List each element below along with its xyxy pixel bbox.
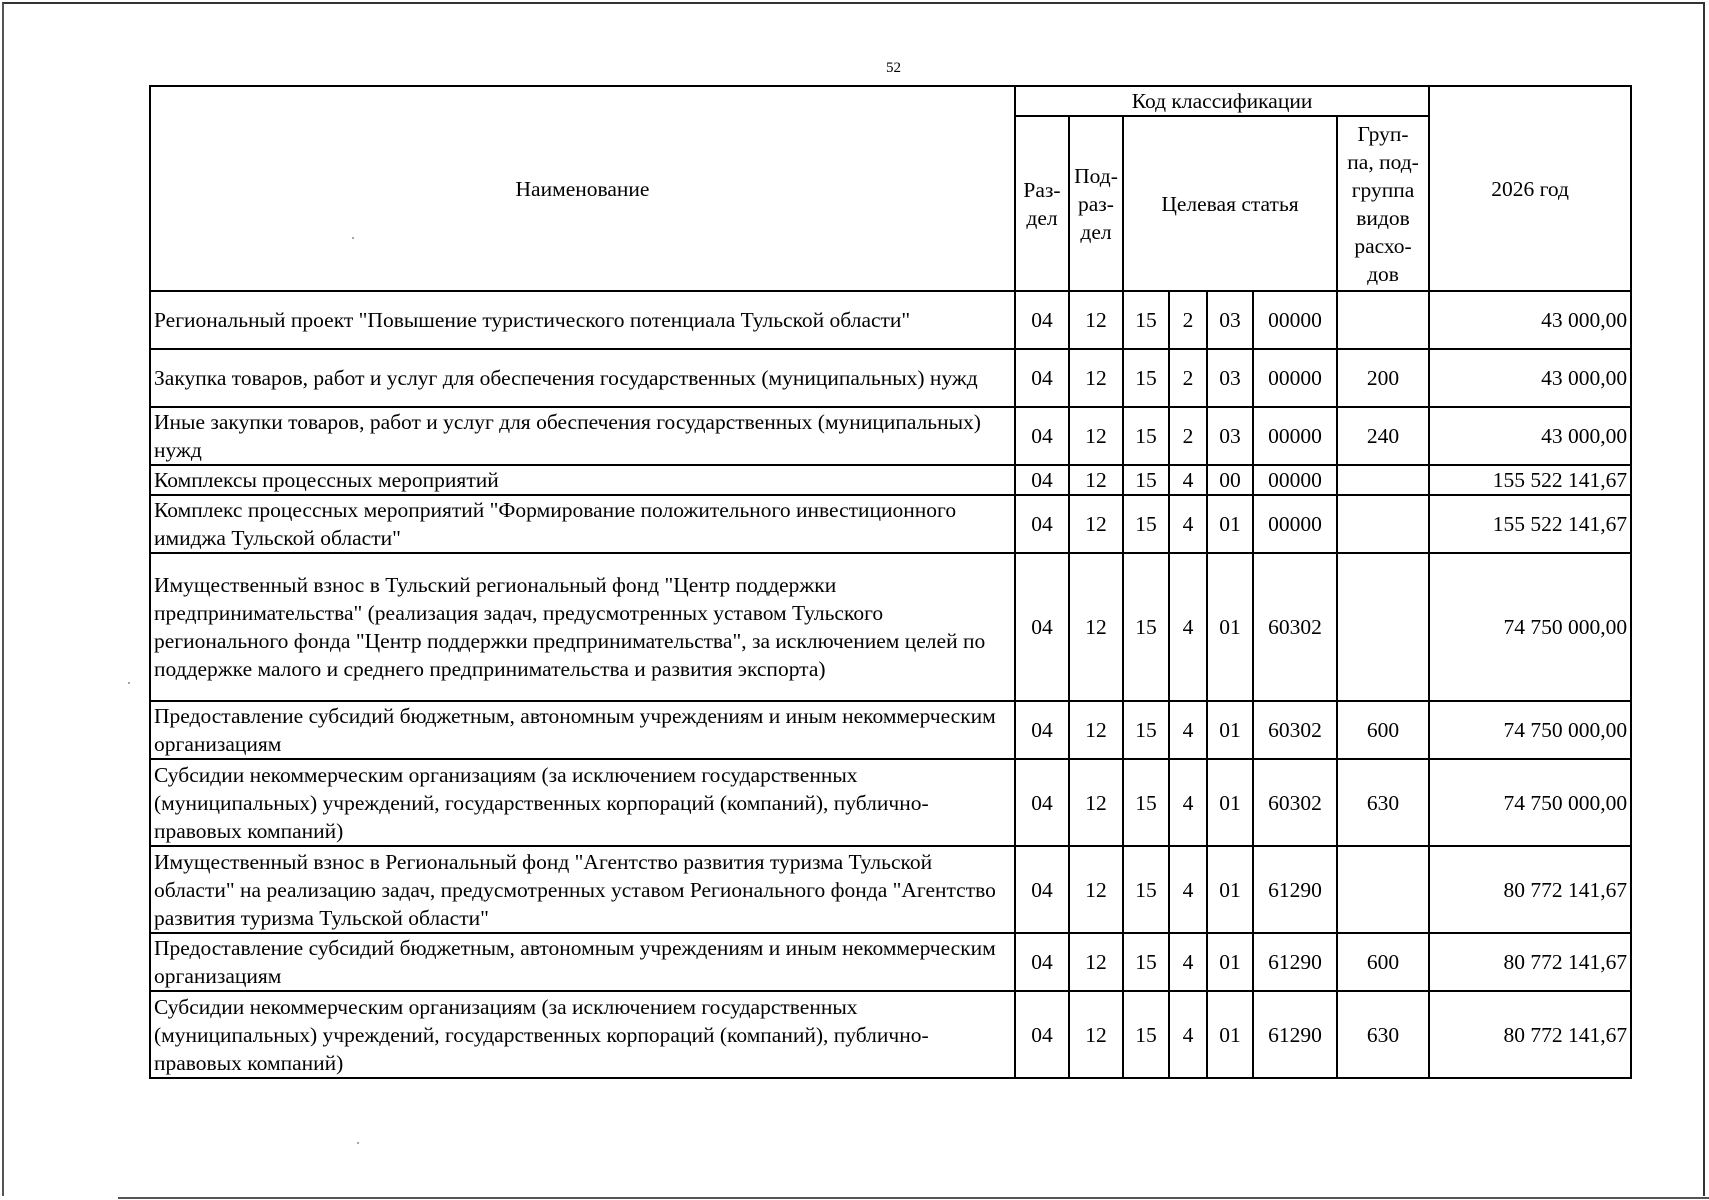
row-section: 04 [1015, 291, 1069, 349]
row-target-type: 2 [1169, 349, 1207, 407]
row-expense-group [1337, 495, 1429, 553]
row-expense-group: 600 [1337, 701, 1429, 759]
row-target-program: 15 [1123, 495, 1169, 553]
row-target-program: 15 [1123, 407, 1169, 465]
row-section: 04 [1015, 759, 1069, 846]
row-subsection: 12 [1069, 465, 1123, 495]
bottom-edge-line [118, 1197, 1709, 1199]
header-expense-group: Груп- па, под- группа видов расхо- дов [1337, 116, 1429, 291]
row-subsection: 12 [1069, 933, 1123, 991]
table-row [150, 553, 1631, 701]
header-subsection: Под- раз- дел [1069, 116, 1123, 291]
row-target-direction: 00000 [1253, 495, 1337, 553]
row-amount: 80 772 141,67 [1429, 933, 1631, 991]
row-target-type: 2 [1169, 407, 1207, 465]
row-subsection: 12 [1069, 495, 1123, 553]
row-name: Комплекс процессных мероприятий "Формирование положительного инвестиционного имиджа Тульской области" [150, 495, 1015, 553]
row-target-type: 4 [1169, 553, 1207, 701]
row-subsection: 12 [1069, 846, 1123, 933]
row-name: Субсидии некоммерческим организациям (за исключением государственных (муниципальных) учреждений, государственных корпораций (компаний), публично-правовых компаний) [150, 991, 1015, 1078]
row-section: 04 [1015, 846, 1069, 933]
row-target-program: 15 [1123, 291, 1169, 349]
row-target-type: 4 [1169, 933, 1207, 991]
row-name: Региональный проект "Повышение туристического потенциала Тульской области" [150, 291, 1015, 349]
row-subsection: 12 [1069, 991, 1123, 1078]
scan-speck [357, 1142, 359, 1144]
row-expense-group [1337, 553, 1429, 701]
table-row [150, 701, 1631, 759]
row-expense-group: 600 [1337, 933, 1429, 991]
header-section: Раз- дел [1015, 116, 1069, 291]
row-name: Иные закупки товаров, работ и услуг для обеспечения государственных (муниципальных) нужд [150, 407, 1015, 465]
row-section: 04 [1015, 933, 1069, 991]
row-section: 04 [1015, 465, 1069, 495]
row-name: Имущественный взнос в Региональный фонд "Агентство развития туризма Тульской области" на реализацию задач, предусмотренных уставом Регионального фонда "Агентство развития туризма Тульской области" [150, 846, 1015, 933]
row-target-direction: 60302 [1253, 553, 1337, 701]
table-row [150, 846, 1631, 933]
row-target-type: 4 [1169, 495, 1207, 553]
table-row [150, 933, 1631, 991]
row-name: Предоставление субсидий бюджетным, автономным учреждениям и иным некоммерческим организациям [150, 701, 1015, 759]
row-name: Субсидии некоммерческим организациям (за исключением государственных (муниципальных) учреждений, государственных корпораций (компаний), публично-правовых компаний) [150, 759, 1015, 846]
row-expense-group: 240 [1337, 407, 1429, 465]
row-subsection: 12 [1069, 407, 1123, 465]
row-target-element: 01 [1207, 701, 1253, 759]
page-number: 52 [886, 60, 901, 76]
row-target-type: 4 [1169, 701, 1207, 759]
table-header [150, 86, 1631, 291]
row-target-direction: 60302 [1253, 759, 1337, 846]
row-subsection: 12 [1069, 553, 1123, 701]
row-expense-group [1337, 291, 1429, 349]
row-target-program: 15 [1123, 759, 1169, 846]
row-subsection: 12 [1069, 759, 1123, 846]
row-name: Предоставление субсидий бюджетным, автономным учреждениям и иным некоммерческим организациям [150, 933, 1015, 991]
row-target-element: 01 [1207, 846, 1253, 933]
table-body [150, 291, 1631, 1078]
row-expense-group [1337, 465, 1429, 495]
row-target-type: 2 [1169, 291, 1207, 349]
row-target-type: 4 [1169, 846, 1207, 933]
row-target-program: 15 [1123, 349, 1169, 407]
scan-speck [128, 682, 130, 684]
row-section: 04 [1015, 701, 1069, 759]
table-row [150, 759, 1631, 846]
row-target-element: 01 [1207, 933, 1253, 991]
row-target-program: 15 [1123, 991, 1169, 1078]
budget-table [149, 85, 1632, 1079]
row-subsection: 12 [1069, 291, 1123, 349]
row-target-direction: 61290 [1253, 846, 1337, 933]
row-target-program: 15 [1123, 933, 1169, 991]
table-row [150, 465, 1631, 495]
row-target-element: 03 [1207, 291, 1253, 349]
row-target-program: 15 [1123, 846, 1169, 933]
row-target-direction: 61290 [1253, 991, 1337, 1078]
row-target-element: 00 [1207, 465, 1253, 495]
row-amount: 74 750 000,00 [1429, 553, 1631, 701]
row-target-program: 15 [1123, 553, 1169, 701]
row-target-direction: 00000 [1253, 349, 1337, 407]
header-target-article: Целевая статья [1123, 116, 1337, 291]
row-target-element: 01 [1207, 759, 1253, 846]
row-target-element: 01 [1207, 553, 1253, 701]
row-amount: 74 750 000,00 [1429, 759, 1631, 846]
row-expense-group: 200 [1337, 349, 1429, 407]
row-section: 04 [1015, 495, 1069, 553]
table-row [150, 495, 1631, 553]
row-amount: 80 772 141,67 [1429, 846, 1631, 933]
row-amount: 43 000,00 [1429, 349, 1631, 407]
row-amount: 43 000,00 [1429, 407, 1631, 465]
row-expense-group: 630 [1337, 991, 1429, 1078]
row-amount: 43 000,00 [1429, 291, 1631, 349]
row-target-direction: 60302 [1253, 701, 1337, 759]
header-year: 2026 год [1429, 86, 1631, 291]
row-target-program: 15 [1123, 465, 1169, 495]
row-name: Закупка товаров, работ и услуг для обеспечения государственных (муниципальных) нужд [150, 349, 1015, 407]
row-subsection: 12 [1069, 701, 1123, 759]
row-target-element: 01 [1207, 495, 1253, 553]
row-amount: 74 750 000,00 [1429, 701, 1631, 759]
row-section: 04 [1015, 991, 1069, 1078]
row-target-element: 03 [1207, 407, 1253, 465]
row-section: 04 [1015, 407, 1069, 465]
row-subsection: 12 [1069, 349, 1123, 407]
row-amount: 80 772 141,67 [1429, 991, 1631, 1078]
row-name: Комплексы процессных мероприятий [150, 465, 1015, 495]
row-expense-group: 630 [1337, 759, 1429, 846]
row-section: 04 [1015, 349, 1069, 407]
header-code-group: Код классификации [1015, 86, 1429, 116]
table-row [150, 291, 1631, 349]
row-target-direction: 00000 [1253, 291, 1337, 349]
table-row [150, 349, 1631, 407]
row-target-element: 03 [1207, 349, 1253, 407]
row-target-type: 4 [1169, 465, 1207, 495]
row-expense-group [1337, 846, 1429, 933]
row-target-direction: 00000 [1253, 465, 1337, 495]
row-target-type: 4 [1169, 991, 1207, 1078]
row-target-program: 15 [1123, 701, 1169, 759]
table-row [150, 991, 1631, 1078]
table-row [150, 407, 1631, 465]
row-name: Имущественный взнос в Тульский региональный фонд "Центр поддержки предпринимательства" (реализация задач, предусмотренных уставом Тульского регионального фонда "Центр поддержки предпринимательства", за исключением целей по поддержке малого и среднего предпринимательства и развития экспорта) [150, 553, 1015, 701]
row-amount: 155 522 141,67 [1429, 465, 1631, 495]
header-name: Наименование [150, 86, 1015, 291]
row-target-direction: 00000 [1253, 407, 1337, 465]
row-target-element: 01 [1207, 991, 1253, 1078]
row-section: 04 [1015, 553, 1069, 701]
row-amount: 155 522 141,67 [1429, 495, 1631, 553]
row-target-type: 4 [1169, 759, 1207, 846]
row-target-direction: 61290 [1253, 933, 1337, 991]
